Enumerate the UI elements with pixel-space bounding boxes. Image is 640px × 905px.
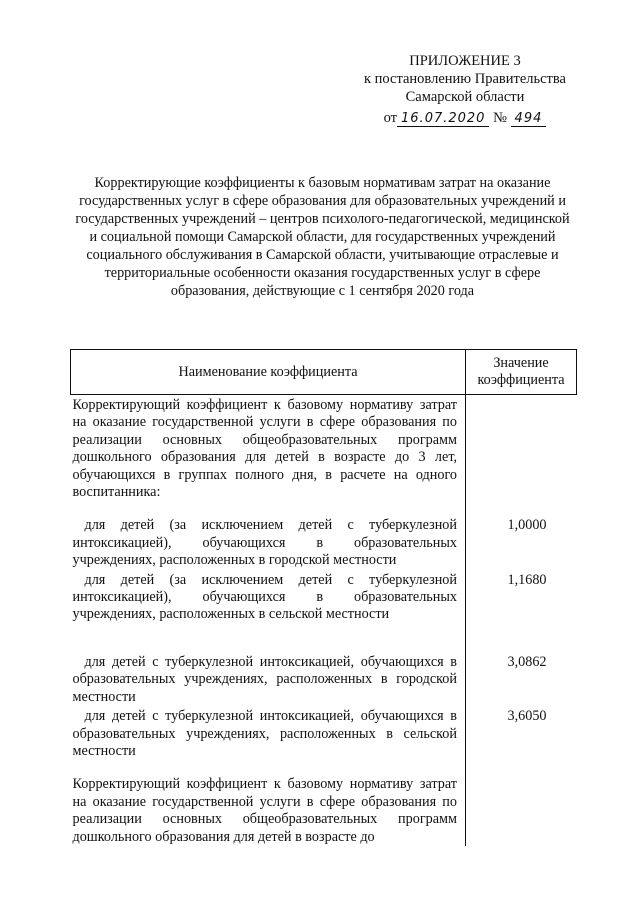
handwritten-number: 494 bbox=[511, 111, 547, 127]
appendix-title: ПРИЛОЖЕНИЕ 3 bbox=[409, 53, 521, 69]
header-name: Наименование коэффициента bbox=[71, 350, 466, 395]
intro-value bbox=[466, 395, 577, 516]
table-row bbox=[71, 760, 577, 846]
appendix-signature-line bbox=[345, 109, 585, 128]
handwritten-date: 16.07.2020 bbox=[397, 111, 489, 127]
coefficients-table bbox=[70, 349, 577, 846]
table-row bbox=[71, 395, 577, 516]
coefficient-value: 1,0000 bbox=[507, 517, 547, 534]
intro-text: Корректирующий коэффициент к базовому нормативу затрат на оказание государственной услуги в сфере образования по реализации основных общеобразовательных программ дошкольного образования для детей в возрасте до 3 лет, обучающихся в группах полного дня, в расчете на одного воспитанника: bbox=[71, 395, 466, 516]
table-header-row bbox=[71, 350, 577, 395]
tail-value bbox=[466, 760, 577, 846]
appendix-line-1: к постановлению Правительства bbox=[364, 71, 566, 87]
coefficient-value: 3,6050 bbox=[507, 708, 547, 725]
coefficient-name: для детей (за исключением детей с туберкулезной интоксикацией), обучающихся в образовательных учреждениях, расположенных в сельской местности bbox=[71, 570, 466, 624]
coefficient-name: для детей с туберкулезной интоксикацией, обучающихся в образовательных учреждениях, расположенных в сельской местности bbox=[71, 706, 466, 760]
table-row bbox=[71, 624, 577, 706]
tail-text: Корректирующий коэффициент к базовому нормативу затрат на оказание государственной услуги в сфере образования по реализации основных общеобразовательных программ дошкольного образования для детей в возрасте до bbox=[71, 760, 466, 846]
table-row bbox=[71, 570, 577, 624]
coefficient-name: для детей (за исключением детей с туберкулезной интоксикацией), обучающихся в образовательных учреждениях, расположенных в городской местности bbox=[71, 515, 466, 569]
header-value: Значение коэффициента bbox=[466, 350, 577, 395]
appendix-line-2: Самарской области bbox=[405, 89, 525, 105]
coefficient-value: 1,1680 bbox=[507, 571, 547, 588]
coefficient-value: 3,0862 bbox=[507, 653, 547, 670]
table-row bbox=[71, 706, 577, 760]
number-sign: № bbox=[493, 110, 507, 126]
document-title: Корректирующие коэффициенты к базовым нормативам затрат на оказание государственных услуг в сфере образования для образовательных учреждений и государственных учреждений – центров психолого-педагогической, медицинской и социальной помощи Самарской области, для государственных учреждений социального обслуживания в Самарской области, учитывающие отраслевые и территориальные особенности оказания государственных услуг в сфере образования, действующие с 1 сентября 2020 года bbox=[75, 175, 570, 299]
table-row bbox=[71, 515, 577, 569]
coefficient-name: для детей с туберкулезной интоксикацией, обучающихся в образовательных учреждениях, расположенных в городской местности bbox=[71, 624, 466, 706]
date-prefix: от bbox=[383, 110, 398, 126]
appendix-block bbox=[345, 52, 585, 128]
